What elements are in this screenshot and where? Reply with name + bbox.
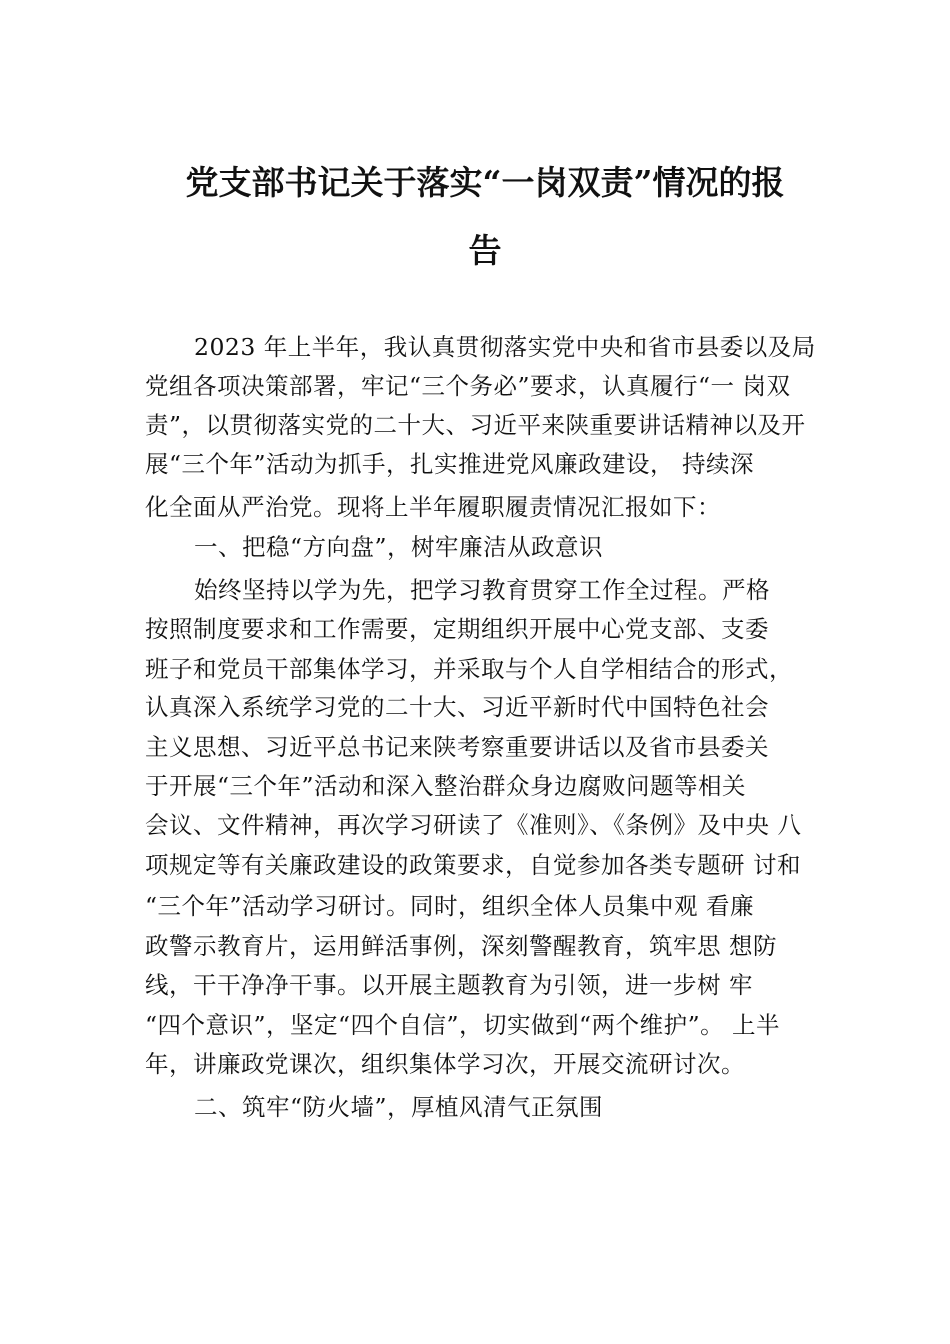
paragraph-line: “四个意识”，坚定“四个自信”，切实做到“两个维护”。 上半 <box>145 1011 781 1039</box>
paragraph-line: 于开展“三个年”活动和深入整治群众身边腐败问题等相关 <box>145 772 747 800</box>
paragraph-line: 按照制度要求和工作需要，定期组织开展中心党支部、支委 <box>145 615 769 643</box>
paragraph-line: 主义思想、习近平总书记来陕考察重要讲话以及省市县委关 <box>145 733 769 761</box>
paragraph-line: 化全面从严治党。现将上半年履职履责情况汇报如下： <box>145 493 721 521</box>
paragraph-line: 会议、文件精神，再次学习研读了《准则》、《条例》及中央 八 <box>145 811 802 839</box>
section-heading: 二、筑牢“防火墙”，厚植风清气正氛围 <box>194 1093 604 1121</box>
paragraph-line: 党组各项决策部署，牢记“三个务必”要求，认真履行“一 岗双 <box>145 372 791 400</box>
paragraph-line: 项规定等有关廉政建设的政策要求，自觉参加各类专题研 讨和 <box>145 851 801 879</box>
paragraph-line: 认真深入系统学习党的二十大、习近平新时代中国特色社会 <box>145 693 769 721</box>
document-title-line-2: 告 <box>468 231 502 270</box>
paragraph-line: 政警示教育片，运用鲜活事例，深刻警醒教育，筑牢思 想防 <box>145 932 777 960</box>
paragraph-line: 责”，以贯彻落实党的二十大、习近平来陕重要讲话精神以及开 <box>145 411 806 439</box>
paragraph-line: 线，干干净净干事。以开展主题教育为引领，进一步树 牢 <box>145 971 753 999</box>
paragraph-line: 始终坚持以学为先，把学习教育贯穿工作全过程。严格 <box>194 576 770 604</box>
document-title-line-1: 党支部书记关于落实“一岗双责”情况的报 <box>185 163 785 202</box>
paragraph-line: 展“三个年”活动为抓手，扎实推进党风廉政建设， 持续深 <box>145 450 754 478</box>
paragraph-line: 年，讲廉政党课次，组织集体学习次，开展交流研讨次。 <box>145 1050 745 1078</box>
section-heading: 一、把稳“方向盘”，树牢廉洁从政意识 <box>194 533 604 561</box>
paragraph-line: 班子和党员干部集体学习，并采取与个人自学相结合的形式， <box>145 655 793 683</box>
paragraph-line: “三个年”活动学习研讨。同时，组织全体人员集中观 看廉 <box>145 892 754 920</box>
paragraph-line: 2023 年上半年，我认真贯彻落实党中央和省市县委以及局 <box>194 333 816 361</box>
